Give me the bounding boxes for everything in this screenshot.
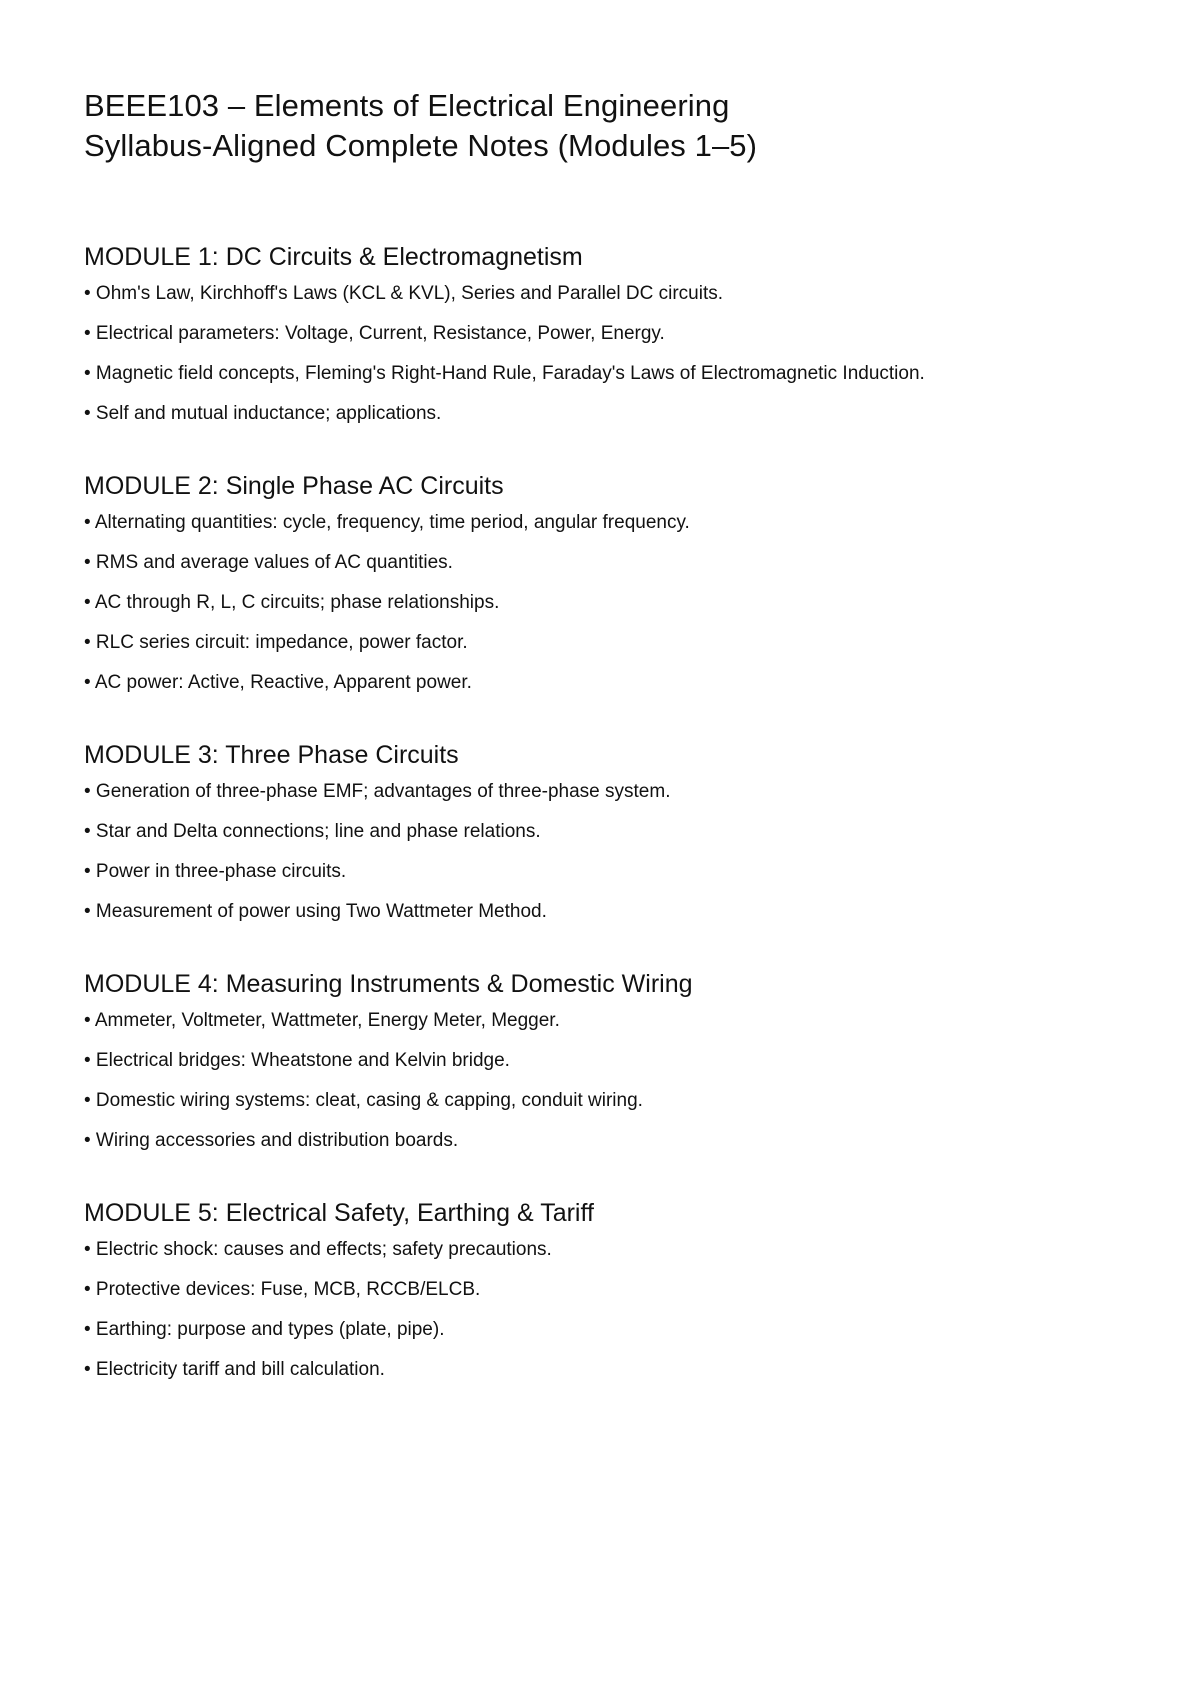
module-3-topic-1: • Generation of three-phase EMF; advantages of three-phase system. <box>84 781 671 802</box>
module-1-topic-3: • Magnetic field concepts, Fleming's Right-Hand Rule, Faraday's Laws of Electromagnetic Induction. <box>84 363 925 384</box>
module-5-topic-2: • Protective devices: Fuse, MCB, RCCB/ELCB. <box>84 1279 481 1300</box>
module-5-topic-3: • Earthing: purpose and types (plate, pipe). <box>84 1319 445 1340</box>
module-4-heading: MODULE 4: Measuring Instruments & Domestic Wiring <box>84 970 693 998</box>
module-5-topic-1: • Electric shock: causes and effects; safety precautions. <box>84 1239 552 1260</box>
module-1-section <box>84 240 1140 427</box>
module-2-topic-5: • AC power: Active, Reactive, Apparent power. <box>84 672 472 693</box>
module-4-topic-list <box>84 1007 1140 1154</box>
module-3-heading: MODULE 3: Three Phase Circuits <box>84 741 459 769</box>
module-3-topic-3: • Power in three-phase circuits. <box>84 861 347 882</box>
module-4-section <box>84 967 1140 1154</box>
module-5-section <box>84 1196 1140 1383</box>
module-5-topic-4: • Electricity tariff and bill calculation. <box>84 1359 385 1380</box>
module-4-topic-1: • Ammeter, Voltmeter, Wattmeter, Energy Meter, Megger. <box>84 1010 560 1031</box>
module-1-topic-1: • Ohm's Law, Kirchhoff's Laws (KCL & KVL), Series and Parallel DC circuits. <box>84 283 724 304</box>
module-4-topic-2: • Electrical bridges: Wheatstone and Kelvin bridge. <box>84 1050 510 1071</box>
module-1-topic-4: • Self and mutual inductance; applications. <box>84 403 442 424</box>
module-5-topic-list <box>84 1236 1140 1383</box>
module-2-topic-4: • RLC series circuit: impedance, power factor. <box>84 632 468 653</box>
module-5-heading: MODULE 5: Electrical Safety, Earthing & Tariff <box>84 1199 594 1227</box>
document-title-line-2: Syllabus-Aligned Complete Notes (Modules 1–5) <box>84 128 758 163</box>
module-4-topic-4: • Wiring accessories and distribution boards. <box>84 1130 459 1151</box>
module-2-topic-list <box>84 509 1140 696</box>
document-title <box>84 86 1140 166</box>
module-2-section <box>84 469 1140 696</box>
module-1-topic-2: • Electrical parameters: Voltage, Current, Resistance, Power, Energy. <box>84 323 665 344</box>
module-2-topic-3: • AC through R, L, C circuits; phase relationships. <box>84 592 500 613</box>
module-1-heading: MODULE 1: DC Circuits & Electromagnetism <box>84 243 583 271</box>
module-3-topic-list <box>84 778 1140 925</box>
module-1-topic-list <box>84 280 1140 427</box>
module-4-topic-3: • Domestic wiring systems: cleat, casing & capping, conduit wiring. <box>84 1090 643 1111</box>
module-3-topic-2: • Star and Delta connections; line and phase relations. <box>84 821 541 842</box>
module-3-section <box>84 738 1140 925</box>
module-2-topic-1: • Alternating quantities: cycle, frequency, time period, angular frequency. <box>84 512 690 533</box>
module-3-topic-4: • Measurement of power using Two Wattmeter Method. <box>84 901 547 922</box>
document-title-line-1: BEEE103 – Elements of Electrical Engineering <box>84 88 730 123</box>
module-2-topic-2: • RMS and average values of AC quantities. <box>84 552 453 573</box>
module-2-heading: MODULE 2: Single Phase AC Circuits <box>84 472 504 500</box>
